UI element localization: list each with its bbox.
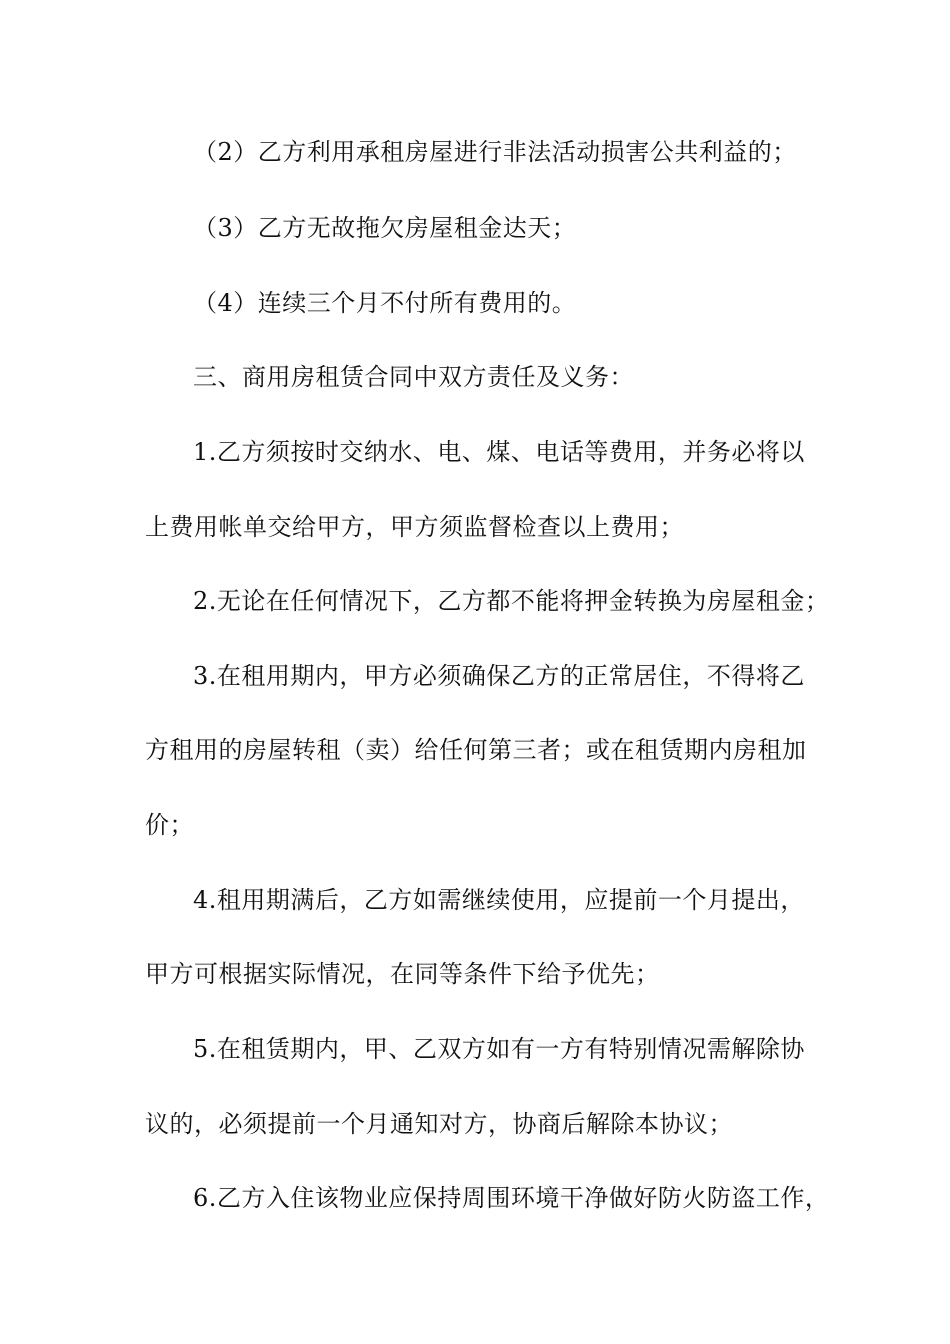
paragraph-line: 3.在租用期内，甲方必须确保乙方的正常居住，不得将乙 bbox=[193, 662, 805, 690]
paragraph-line: （3）乙方无故拖欠房屋租金达天； bbox=[193, 214, 577, 242]
paragraph-line: 方租用的房屋转租（卖）给任何第三者；或在租赁期内房租加 bbox=[145, 736, 807, 764]
paragraph-line: 1.乙方须按时交纳水、电、煤、电话等费用，并务必将以 bbox=[193, 438, 805, 466]
paragraph-line: 价； bbox=[145, 811, 194, 839]
paragraph-line: 6.乙方入住该物业应保持周围环境干净做好防火防盗工作， bbox=[193, 1184, 830, 1212]
section-heading: 三、商用房租赁合同中双方责任及义务： bbox=[193, 363, 634, 391]
paragraph-line: 甲方可根据实际情况，在同等条件下给予优先； bbox=[145, 960, 660, 988]
paragraph-line: 2.无论在任何情况下，乙方都不能将押金转换为房屋租金； bbox=[193, 587, 830, 615]
paragraph-line: 上费用帐单交给甲方，甲方须监督检查以上费用； bbox=[145, 513, 684, 541]
paragraph-line: 议的，必须提前一个月通知对方，协商后解除本协议； bbox=[145, 1110, 733, 1138]
paragraph-line: （4）连续三个月不付所有费用的。 bbox=[193, 289, 577, 317]
paragraph-line: （2）乙方利用承租房屋进行非法活动损害公共利益的； bbox=[193, 138, 797, 166]
paragraph-line: 5.在租赁期内，甲、乙双方如有一方有特别情况需解除协 bbox=[193, 1035, 805, 1063]
paragraph-line: 4.租用期满后，乙方如需继续使用，应提前一个月提出， bbox=[193, 886, 805, 914]
